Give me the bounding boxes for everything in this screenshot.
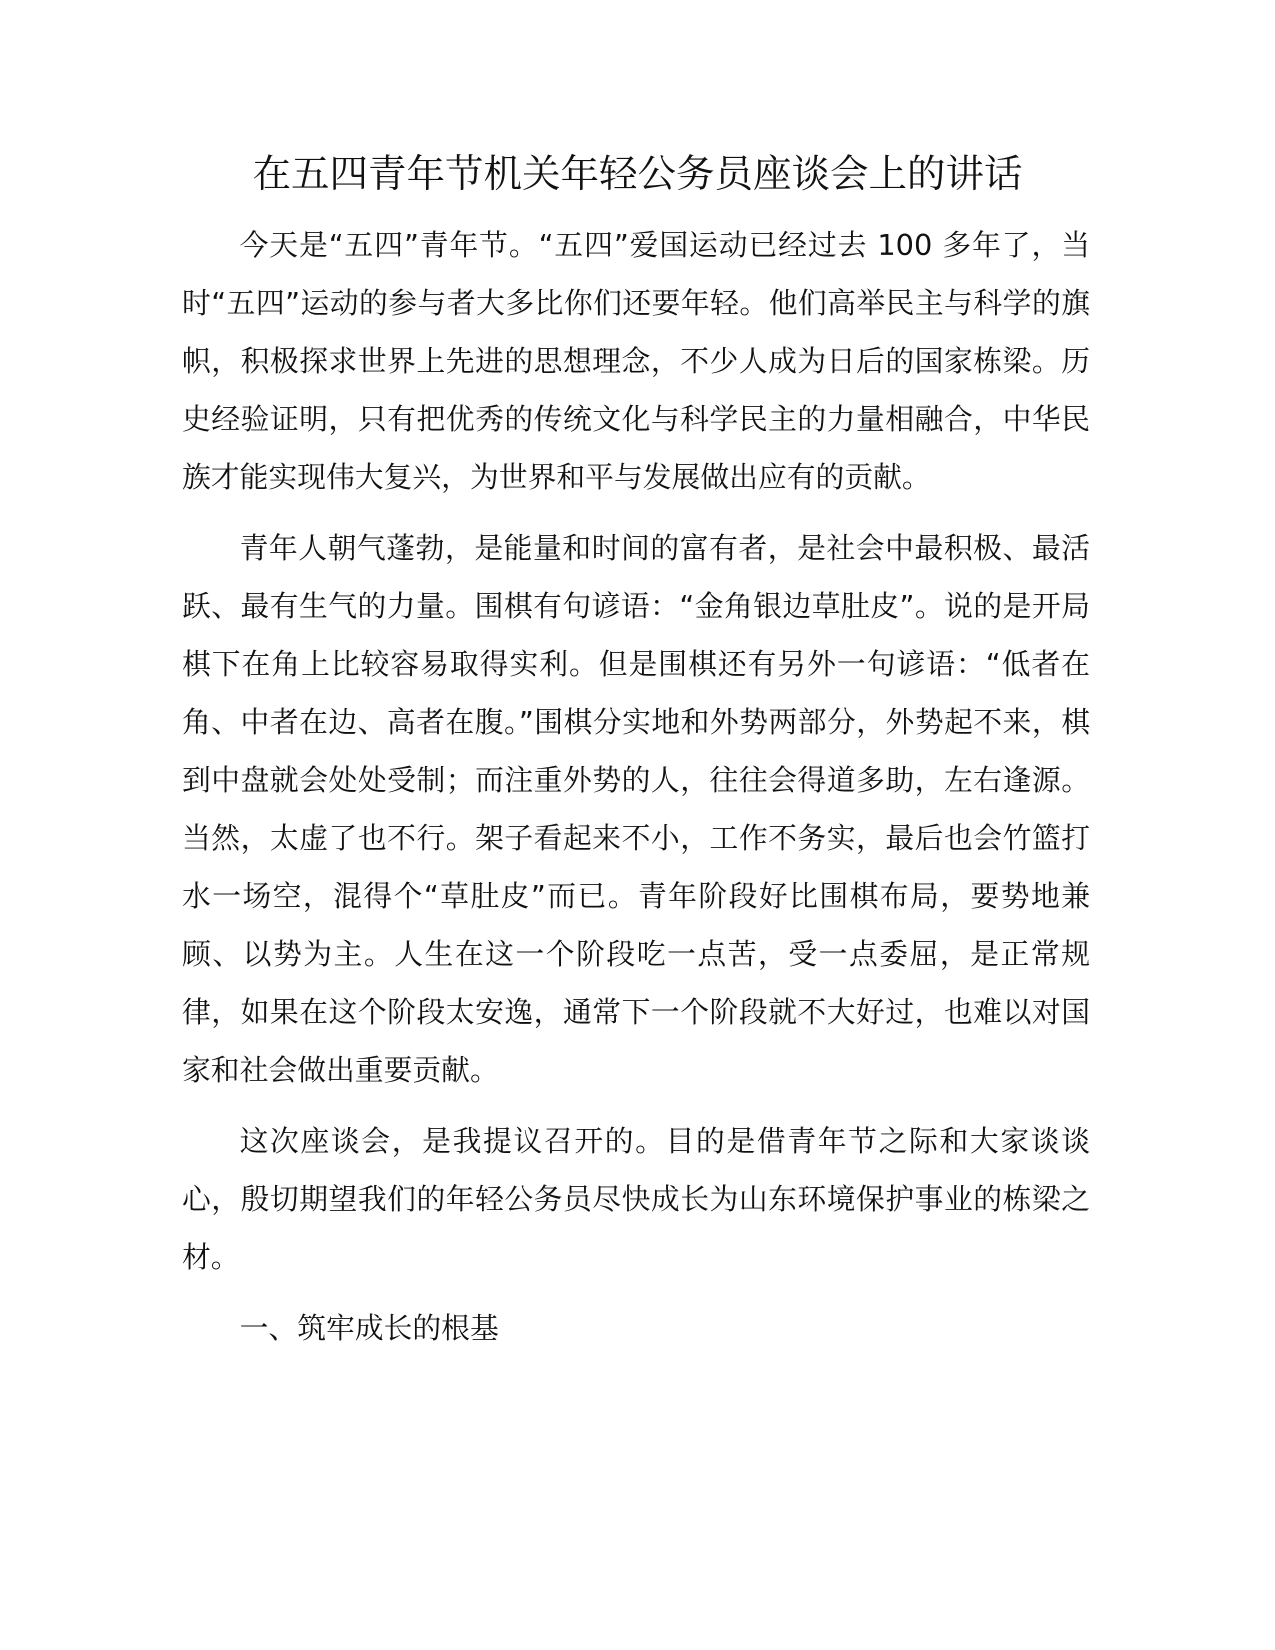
paragraph-1: 今天是“五四”青年节。“五四”爱国运动已经过去 100 多年了，当时“五四”运动的参与者大多比你们还要年轻。他们高举民主与科学的旗帜，积极探求世界上先进的思想理念，不少人成为日后的国家栋梁。历史经验证明，只有把优秀的传统文化与科学民主的力量相融合，中华民族才能实现伟大复兴，为世界和平与发展做出应有的贡献。	[182, 228, 1090, 494]
paragraph-3: 这次座谈会，是我提议召开的。目的是借青年节之际和大家谈谈心，殷切期望我们的年轻公务员尽快成长为山东环境保护事业的栋梁之材。	[182, 1124, 1090, 1274]
section-heading: 一、筑牢成长的根基	[239, 1311, 499, 1345]
document-title: 在五四青年节机关年轻公务员座谈会上的讲话	[252, 152, 1023, 197]
paragraph-2: 青年人朝气蓬勃，是能量和时间的富有者，是社会中最积极、最活跃、最有生气的力量。围棋有句谚语：“金角银边草肚皮”。说的是开局棋下在角上比较容易取得实利。但是围棋还有另外一句谚语：“低者在角、中者在边、高者在腹。”围棋分实地和外势两部分，外势起不来，棋到中盘就会处处受制；而注重外势的人，往往会得道多助，左右逢源。当然，太虚了也不行。架子看起来不小，工作不务实，最后也会竹篮打水一场空，混得个“草肚皮”而已。青年阶段好比围棋布局，要势地兼顾、以势为主。人生在这一个阶段吃一点苦，受一点委屈，是正常规律，如果在这个阶段太安逸，通常下一个阶段就不大好过，也难以对国家和社会做出重要贡献。	[182, 531, 1090, 1087]
document-body	[182, 216, 1090, 1357]
